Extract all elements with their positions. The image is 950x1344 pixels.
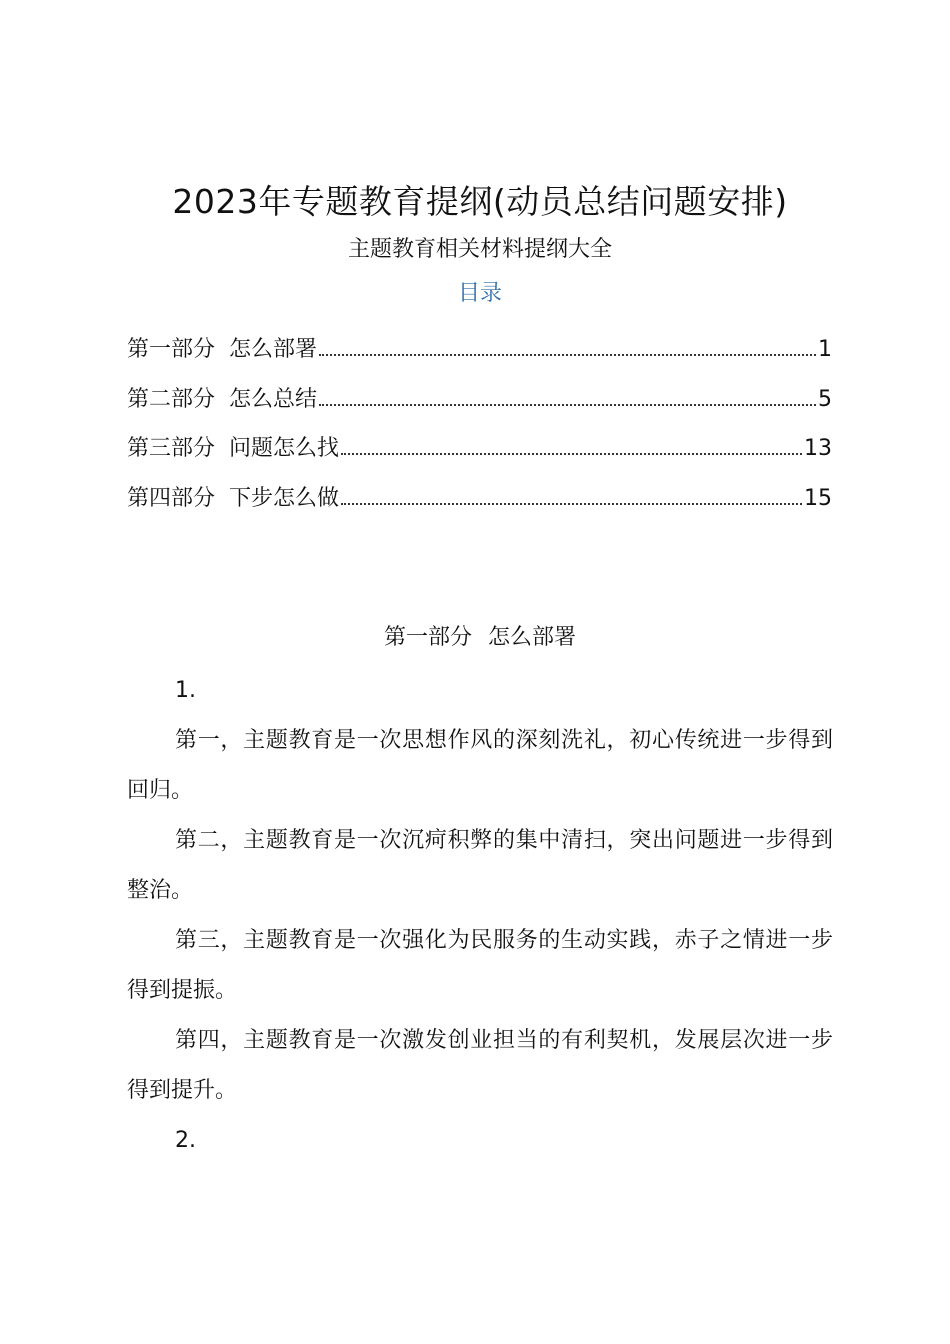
body-paragraph: 2. — [175, 1128, 196, 1153]
toc-heading: 目录 — [457, 281, 502, 306]
table-of-contents — [127, 328, 832, 526]
section-heading-name: 怎么部署 — [488, 625, 577, 650]
toc-entry-name: 下步怎么做 — [229, 485, 340, 511]
document-subtitle: 主题教育相关材料提纲大全 — [347, 237, 612, 262]
toc-entry-part: 第二部分 — [127, 386, 216, 412]
toc-entry-part: 第三部分 — [127, 436, 216, 461]
toc-entry-page: 1 — [818, 337, 832, 362]
toc-entry-name: 怎么部署 — [229, 337, 318, 362]
body-paragraph: 1. — [175, 678, 196, 703]
toc-entry-name: 怎么总结 — [229, 386, 318, 412]
section-heading — [0, 622, 950, 654]
toc-entry-name: 问题怎么找 — [229, 436, 340, 461]
toc-dot-leader — [341, 427, 802, 455]
toc-dot-leader — [341, 477, 802, 505]
toc-dot-leader — [319, 328, 816, 356]
body-paragraph: 第一，主题教育是一次思想作风的深刻洗礼，初心传统进一步得到回归。 — [127, 728, 833, 803]
document-title: 2023年专题教育提纲(动员总结问题安排) — [172, 182, 788, 221]
toc-entry-page: 13 — [804, 436, 832, 461]
toc-entry-page: 5 — [818, 386, 832, 412]
section-heading-part: 第一部分 — [383, 625, 472, 650]
body-paragraph: 第四，主题教育是一次激发创业担当的有利契机，发展层次进一步得到提升。 — [127, 1028, 833, 1103]
toc-entry[interactable] — [127, 427, 832, 477]
toc-entry-part: 第一部分 — [127, 337, 216, 362]
toc-entry[interactable] — [127, 477, 832, 527]
toc-entry-page: 15 — [804, 485, 832, 511]
body-paragraph: 第二，主题教育是一次沉疴积弊的集中清扫，突出问题进一步得到整治。 — [127, 828, 833, 903]
body-paragraph: 第三，主题教育是一次强化为民服务的生动实践，赤子之情进一步得到提振。 — [127, 928, 833, 1003]
toc-dot-leader — [319, 378, 816, 406]
toc-entry[interactable] — [127, 328, 832, 378]
toc-entry[interactable] — [127, 378, 832, 428]
toc-entry-part: 第四部分 — [127, 485, 216, 511]
section-body — [127, 666, 833, 1166]
